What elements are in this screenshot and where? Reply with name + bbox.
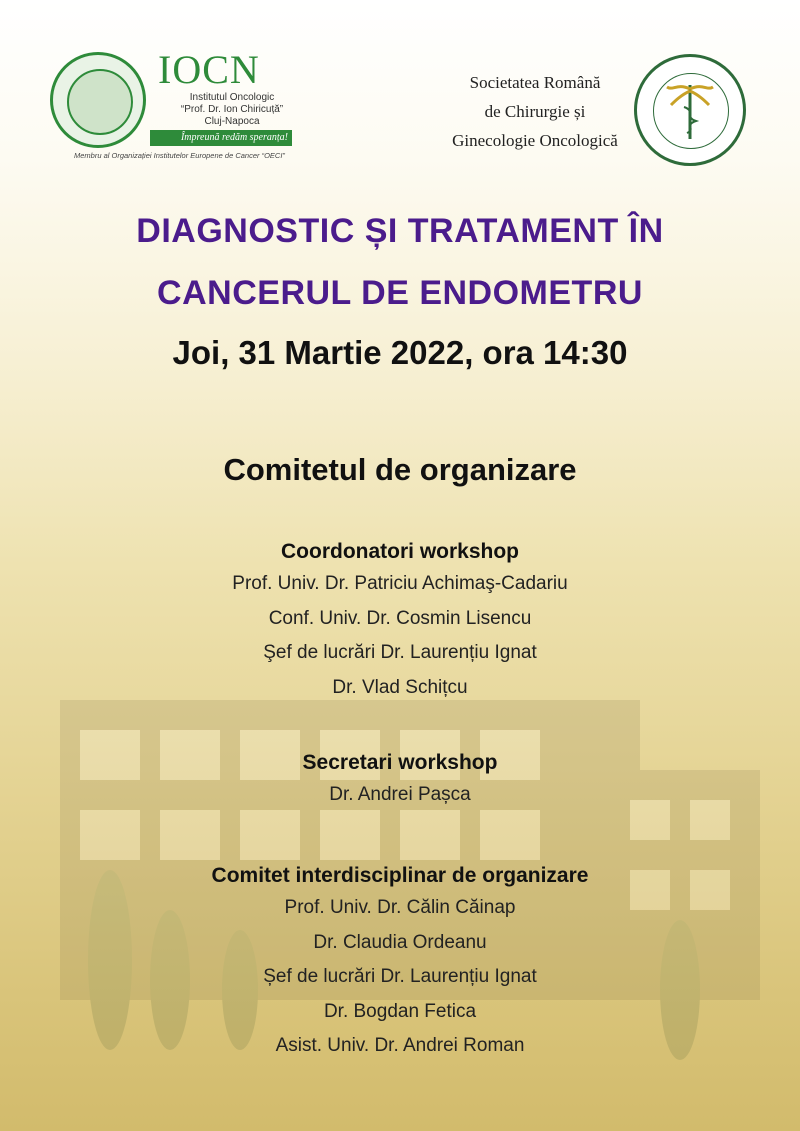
iocn-slogan: Împreună redăm speranța! xyxy=(150,130,292,146)
iocn-seal-icon xyxy=(50,52,146,148)
society-line-1: Societatea Română xyxy=(469,73,601,92)
iocn-logo xyxy=(50,47,300,170)
iocn-line-2: “Prof. Dr. Ion Chiricuță” xyxy=(180,104,284,115)
section-title: Coordonatori workshop xyxy=(281,540,519,563)
member-name: Prof. Univ. Dr. Patriciu Achimaş-Cadariu xyxy=(232,573,568,594)
interdisciplinary-committee-section xyxy=(0,861,800,1064)
member-name: Dr. Claudia Ordeanu xyxy=(313,931,487,953)
member-name: Dr. Vlad Schițcu xyxy=(332,676,468,698)
coordinators-section xyxy=(0,537,800,705)
member-name: Conf. Univ. Dr. Cosmin Lisencu xyxy=(268,607,532,629)
iocn-line-3: Cluj-Napoca xyxy=(204,116,260,127)
member-name: Dr. Andrei Pașca xyxy=(329,784,471,805)
iocn-institute-name xyxy=(162,92,302,128)
committee-heading: Comitetul de organizare xyxy=(223,452,577,487)
event-title-line-2: CANCERUL DE ENDOMETRU xyxy=(157,274,643,312)
event-title-line-1: DIAGNOSTIC ȘI TRATAMENT ÎN xyxy=(136,212,664,250)
iocn-membership-note: Membru al Organizației Institutelor Europene de Cancer “OECI” xyxy=(74,151,285,160)
secretaries-section xyxy=(0,748,800,813)
iocn-logo-name: IOCN xyxy=(158,47,260,92)
member-name: Asist. Univ. Dr. Andrei Roman xyxy=(275,1035,525,1056)
member-name: Prof. Univ. Dr. Călin Căinap xyxy=(284,897,516,918)
section-title: Secretari workshop xyxy=(302,751,498,774)
member-name: Dr. Bogdan Fetica xyxy=(323,1000,477,1022)
event-date: Joi, 31 Martie 2022, ora 14:30 xyxy=(172,334,628,371)
member-name: Șef de lucrări Dr. Laurențiu Ignat xyxy=(263,966,537,987)
society-line-3: Ginecologie Oncologică xyxy=(452,131,618,150)
iocn-line-1: Institutul Oncologic xyxy=(189,92,275,103)
section-title: Comitet interdisciplinar de organizare xyxy=(211,864,589,887)
member-name: Şef de lucrări Dr. Laurențiu Ignat xyxy=(263,642,537,663)
society-name xyxy=(440,68,630,155)
society-line-2: de Chirurgie și xyxy=(484,102,586,121)
society-seal-icon xyxy=(634,54,746,166)
